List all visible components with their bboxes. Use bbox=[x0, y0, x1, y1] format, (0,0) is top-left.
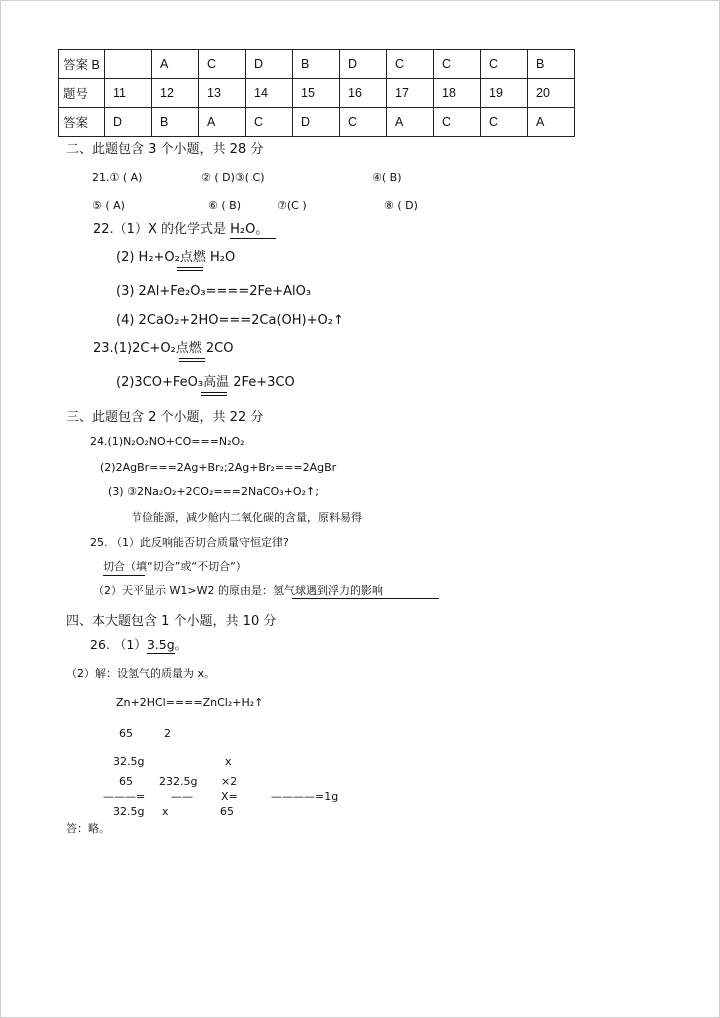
table-cell: B bbox=[152, 108, 199, 137]
q23-line-1: 23.(1)2C+O₂点燃 2CO bbox=[93, 341, 234, 356]
table-cell: 20 bbox=[528, 79, 575, 108]
table-cell: C bbox=[481, 108, 528, 137]
table-cell: 15 bbox=[293, 79, 340, 108]
table-cell: C bbox=[340, 108, 387, 137]
fraction-denominator: x bbox=[162, 805, 169, 818]
fraction-denominator: 32.5g bbox=[113, 805, 145, 818]
fraction-numerator: ×2 bbox=[221, 775, 238, 788]
q22-line-2: (2) H₂+O₂点燃 H₂O bbox=[116, 250, 236, 265]
table-cell: B bbox=[293, 50, 340, 79]
table-cell: D bbox=[293, 108, 340, 137]
table-cell: A bbox=[528, 108, 575, 137]
q21-item-2-3: ② ( D)③( C) bbox=[201, 171, 265, 184]
table-row bbox=[59, 50, 575, 79]
table-cell: C bbox=[246, 108, 293, 137]
q26-prefix: 26. （1） bbox=[90, 637, 147, 652]
q22-line-1 bbox=[93, 223, 276, 236]
condition-double-line bbox=[201, 392, 227, 396]
q26-line-1 bbox=[90, 639, 187, 652]
table-cell: D bbox=[105, 108, 152, 137]
table-cell: D bbox=[246, 50, 293, 79]
q25-reason-underline bbox=[292, 598, 439, 599]
q25-line-3 bbox=[93, 585, 383, 596]
q21-item-5: ⑤ ( A) bbox=[92, 199, 125, 212]
table-cell: B bbox=[528, 50, 575, 79]
ratio-value: 2 bbox=[164, 727, 171, 740]
section-3-title: 三、此题包含 2 个小题，共 22 分 bbox=[66, 410, 264, 425]
condition-double-line bbox=[179, 358, 205, 362]
table-head-cell: 答案 B bbox=[59, 50, 105, 79]
q24-line-3: (3) ③2Na₂O₂+2CO₂===2NaCO₃+O₂↑; bbox=[108, 485, 319, 498]
q25-reason-answer: 氢气球遇到浮力的影响 bbox=[272, 584, 383, 597]
q26-solution-intro: （2）解：设氢气的质量为 x。 bbox=[66, 667, 216, 680]
q25-answer-underline bbox=[103, 575, 145, 576]
q25-line-2: 切合（填“切合”或“不切合”） bbox=[103, 560, 247, 573]
fraction-numerator: 232.5g bbox=[159, 775, 198, 788]
q22-answer: H₂O。 bbox=[230, 222, 276, 239]
table-cell: 17 bbox=[387, 79, 434, 108]
table-head-cell: 题号 bbox=[59, 79, 105, 108]
section-4-title: 四、本大题包含 1 个小题，共 10 分 bbox=[66, 614, 277, 629]
fraction-denominator: 65 bbox=[220, 805, 234, 818]
q23-line-2: (2)3CO+FeO₃高温 2Fe+3CO bbox=[116, 375, 295, 390]
table-cell bbox=[105, 50, 152, 79]
q21-item-7: ⑦(C ) bbox=[277, 199, 307, 212]
ratio-value: 65 bbox=[119, 727, 133, 740]
table-cell: C bbox=[481, 50, 528, 79]
q25-line-1: 25. （1）此反响能否切合质量守恒定律? bbox=[90, 536, 289, 549]
q24-line-4: 节俭能源，减少舱内二氧化碳的含量，原料易得 bbox=[131, 511, 362, 524]
table-cell: 12 bbox=[152, 79, 199, 108]
table-cell: A bbox=[199, 108, 246, 137]
q22-line-3: (3) 2Al+Fe₂O₃====2Fe+AlO₃ bbox=[116, 284, 312, 299]
table-cell: 14 bbox=[246, 79, 293, 108]
table-cell: 18 bbox=[434, 79, 481, 108]
table-cell: C bbox=[434, 50, 481, 79]
fraction-result: ————=1g bbox=[271, 790, 339, 803]
q22-prefix: 22.（1）X 的化学式是 bbox=[93, 222, 231, 237]
fraction-bar: ———= bbox=[103, 790, 146, 803]
table-head-cell: 答案 bbox=[59, 108, 105, 137]
condition-double-line bbox=[177, 267, 203, 271]
q21-item-6: ⑥ ( B) bbox=[208, 199, 241, 212]
q22-line-4: (4) 2CaO₂+2HO===2Ca(OH)+O₂↑ bbox=[116, 313, 344, 328]
x-equals: X= bbox=[221, 790, 238, 803]
table-cell: C bbox=[199, 50, 246, 79]
final-answer: 答：略。 bbox=[66, 822, 110, 835]
q26-answer: 3.5g bbox=[146, 637, 175, 652]
table-row bbox=[59, 108, 575, 137]
section-2-title: 二、此题包含 3 个小题，共 28 分 bbox=[66, 142, 264, 157]
table-cell: A bbox=[152, 50, 199, 79]
table-cell: C bbox=[434, 108, 481, 137]
q24-line-2: (2)2AgBr===2Ag+Br₂;2Ag+Br₂===2AgBr bbox=[100, 461, 337, 474]
ratio-value: 32.5g bbox=[113, 755, 145, 768]
table-cell: 11 bbox=[105, 79, 152, 108]
table-cell: C bbox=[387, 50, 434, 79]
table-row bbox=[59, 79, 575, 108]
fraction-numerator: 65 bbox=[119, 775, 133, 788]
fraction-bar: —— bbox=[171, 790, 193, 803]
q21-item-1: 21.① ( A) bbox=[92, 171, 143, 184]
answer-table bbox=[58, 49, 575, 137]
q25-reason-label: （2）天平显示 W1>W2 的原由是： bbox=[93, 584, 273, 597]
table-cell: 13 bbox=[199, 79, 246, 108]
table-cell: 16 bbox=[340, 79, 387, 108]
q24-line-1: 24.(1)N₂O₂NO+CO===N₂O₂ bbox=[90, 435, 245, 448]
q21-item-4: ④( B) bbox=[372, 171, 402, 184]
ratio-value: x bbox=[225, 755, 232, 768]
q21-item-8: ⑧ ( D) bbox=[384, 199, 418, 212]
table-cell: A bbox=[387, 108, 434, 137]
q26-equation: Zn+2HCl====ZnCl₂+H₂↑ bbox=[116, 696, 264, 709]
table-cell: D bbox=[340, 50, 387, 79]
table-cell: 19 bbox=[481, 79, 528, 108]
q26-suffix: 。 bbox=[174, 637, 188, 652]
